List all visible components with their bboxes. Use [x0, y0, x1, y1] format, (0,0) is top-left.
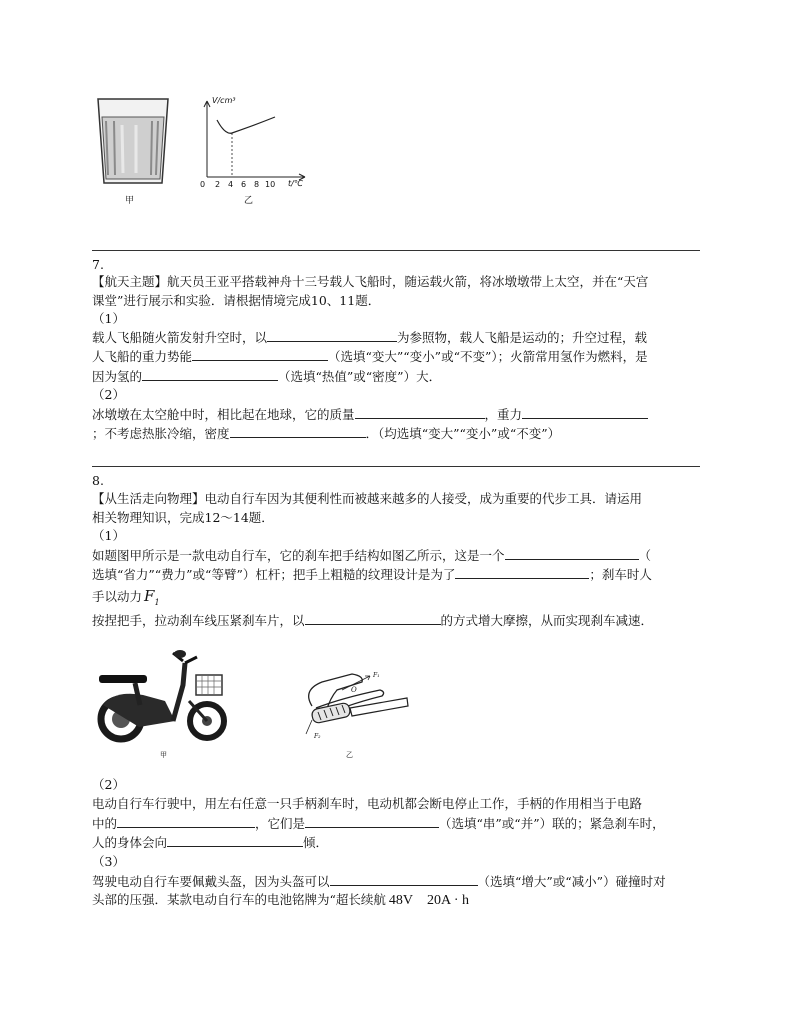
- graph-ylabel: V/cm³: [212, 96, 236, 105]
- answer-blank-circuit-element[interactable]: [117, 813, 255, 828]
- q8-intro-line2: 相关物理知识，完成12～14题．: [92, 510, 274, 525]
- q8-number: 8.: [92, 473, 104, 488]
- answer-blank-lever-type[interactable]: [505, 545, 639, 560]
- q7-number: 7.: [92, 257, 104, 272]
- battery-voltage: 48V: [388, 893, 414, 908]
- q8-p2-text-a: 中的: [92, 816, 118, 831]
- q8-part2-line2: [92, 813, 665, 833]
- q8-p2-text-e: 倾．: [303, 835, 329, 850]
- graph-tick-4: 4: [228, 180, 234, 189]
- divider-q8: [92, 466, 700, 467]
- graph-tick-10: 10: [265, 180, 276, 189]
- q7-p1-text-f: （选填“热值”或“密度”）大．: [278, 369, 442, 384]
- q7-p1-text-d: （选填“变大”“变小”或“不变”）；火箭常用氢作为燃料，是: [328, 349, 648, 364]
- q7-part2-line1: [92, 404, 648, 424]
- q8-intro-line1: 【从生活走向物理】电动自行车因为其便利性而被越来越多的人接受，成为重要的代步工具．请运用: [92, 491, 643, 506]
- q7-p1-text-b: 为参照物，载人飞船是运动的；升空过程，载: [397, 330, 648, 345]
- q7-p2-text-b: ，重力: [484, 407, 523, 422]
- q8-p1-text-d: ；刹车时人: [589, 567, 652, 582]
- graph-label: 乙: [244, 196, 254, 206]
- q8-part2-line1: 电动自行车行驶中，用左右任意一只手柄刹车时，电动机都会断电停止工作，手柄的作用相当于电路: [92, 796, 643, 811]
- answer-blank-series-parallel[interactable]: [305, 813, 439, 828]
- answer-blank-helmet-pressure[interactable]: [330, 871, 478, 886]
- q7-part1-line3: [92, 366, 441, 386]
- q8-p2-text-b: ，它们是: [255, 816, 306, 831]
- ebike-figure-label: 甲: [160, 751, 167, 759]
- q8-part1-label: （1）: [92, 528, 125, 543]
- ebike-figure: [95, 645, 230, 745]
- q8-part3-label: （3）: [92, 854, 125, 869]
- graph-tick-8: 8: [254, 180, 260, 189]
- q8-p1-text-b: （: [638, 548, 652, 563]
- brake-force-F1: F₁: [373, 672, 380, 679]
- q7-intro-line2: 课堂”进行展示和实验．请根据情境完成10、11题．: [92, 293, 381, 308]
- battery-capacity: 20A · h: [427, 893, 470, 908]
- answer-blank-hydrogen-property[interactable]: [142, 366, 278, 381]
- q7-p2-text-d: ．（均选填“变大”“变小”或“不变”）: [365, 426, 561, 441]
- q8-part1-line2: [92, 564, 652, 584]
- q8-p1-text-f: 按捏把手，拉动刹车线压紧刹车片，以: [92, 613, 305, 628]
- q8-p3-text-c: 头部的压强．某款电动自行车的电池铭牌为“超长续航: [92, 892, 386, 907]
- q8-p1-text-a: 如题图甲所示是一款电动自行车，它的刹车把手结构如图乙所示，这是一个: [92, 548, 505, 563]
- q8-p1-text-g: 的方式增大摩擦，从而实现刹车减速．: [440, 613, 654, 628]
- q7-part2-label: （2）: [92, 387, 125, 402]
- q7-p1-text-a: 载人飞船随火箭发射升空时，以: [92, 330, 268, 345]
- answer-blank-density[interactable]: [230, 423, 366, 438]
- graph-xlabel: t/℃: [288, 179, 303, 188]
- answer-blank-potential-energy[interactable]: [192, 346, 328, 361]
- glass-label: 甲: [125, 196, 135, 206]
- q7-part2-line2: [92, 423, 560, 443]
- q7-p1-text-e: 因为氢的: [92, 369, 143, 384]
- q8-p3-text-a: 驾驶电动自行车要佩戴头盔，因为头盔可以: [92, 874, 330, 889]
- brake-handle-figure: [282, 668, 414, 743]
- answer-blank-lean-direction[interactable]: [167, 832, 303, 847]
- q8-part2-label: （2）: [92, 777, 125, 792]
- divider-q7: [92, 250, 700, 251]
- volume-temperature-graph: [195, 95, 310, 190]
- q7-part1-line2: [92, 346, 648, 366]
- graph-tick-6: 6: [241, 180, 247, 189]
- brake-pivot-O: O: [351, 686, 357, 694]
- force-symbol-F1: $F_1$: [144, 587, 160, 607]
- q8-p1-text-c: 选填“省力”“费力”或“等臂”）杠杆；把手上粗糙的纹理设计是为了: [92, 567, 456, 582]
- answer-blank-texture-purpose[interactable]: [455, 564, 589, 579]
- answer-blank-reference[interactable]: [267, 327, 397, 342]
- brake-figure-label: 乙: [346, 751, 353, 759]
- q8-part1-line3: [92, 587, 160, 612]
- q8-part1-line1: [92, 545, 651, 565]
- glass-figure: [92, 95, 174, 190]
- q7-part1-line1: [92, 327, 647, 347]
- q7-p2-text-c: ；不考虑热胀冷缩，密度: [92, 426, 230, 441]
- q7-part1-label: （1）: [92, 311, 125, 326]
- answer-blank-friction-method[interactable]: [305, 610, 441, 625]
- q8-part3-line1: [92, 871, 666, 891]
- graph-tick-0: 0: [200, 180, 206, 189]
- q7-p1-text-c: 人飞船的重力势能: [92, 349, 193, 364]
- q8-p3-text-b: （选填“增大”或“减小”）碰撞时对: [477, 874, 666, 889]
- graph-tick-2: 2: [215, 180, 221, 189]
- q8-p1-text-e: 手以动力: [92, 589, 143, 604]
- q7-p2-text-a: 冰墩墩在太空舱中时，相比起在地球，它的质量: [92, 407, 355, 422]
- q8-part3-line2: [92, 890, 469, 910]
- brake-force-F2: F₂: [314, 733, 321, 740]
- q8-p2-text-c: （选填“串”或“并”）联的；紧急刹车时，: [439, 816, 665, 831]
- q8-p2-text-d: 人的身体会向: [92, 835, 168, 850]
- q8-part2-line3: [92, 832, 328, 852]
- q7-intro-line1: 【航天主题】航天员王亚平搭载神舟十三号载人飞船时，随运载火箭，将冰墩墩带上太空，并在“天宫: [92, 274, 649, 289]
- q8-part1-line4: [92, 610, 653, 630]
- answer-blank-mass[interactable]: [355, 404, 485, 419]
- answer-blank-gravity[interactable]: [522, 404, 648, 419]
